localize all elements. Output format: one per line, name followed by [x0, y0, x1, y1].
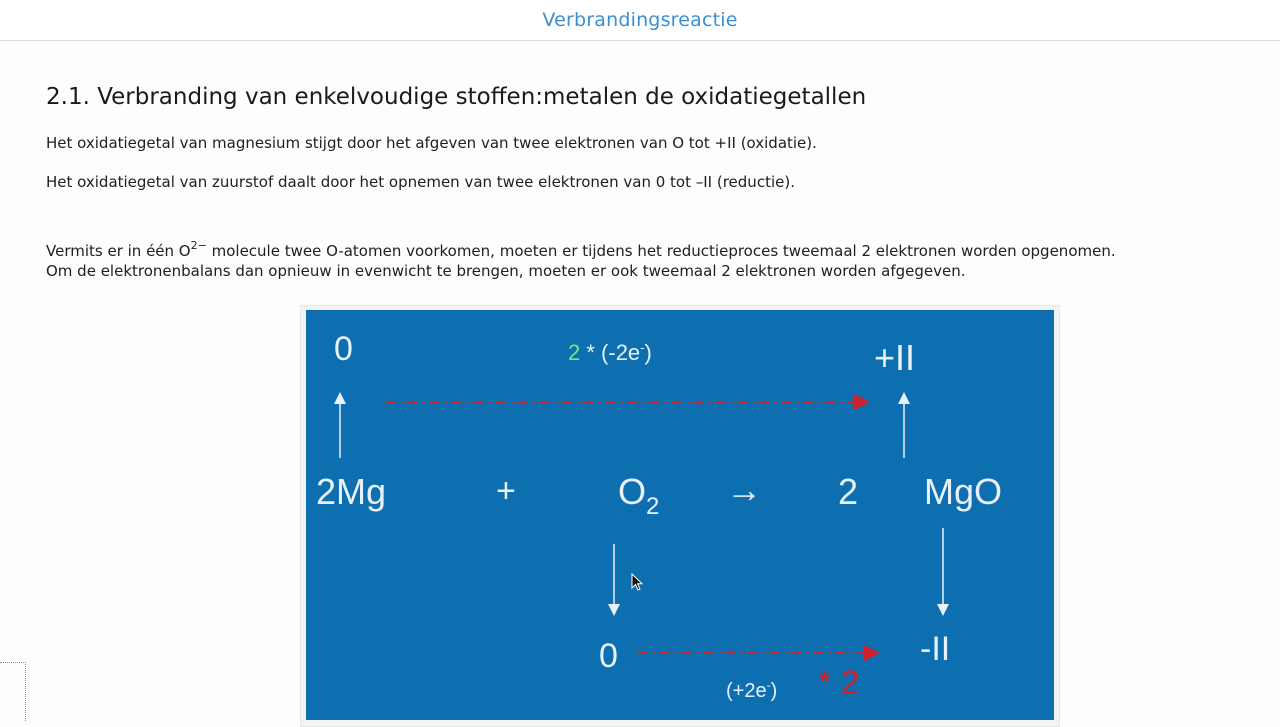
ox-number-mg-start: 0: [334, 330, 353, 368]
section-heading: 2.1. Verbranding van enkelvoudige stoffen:metalen de oxidatiegetallen: [46, 84, 867, 110]
ox-number-o-start: 0: [599, 637, 618, 675]
page-title: Verbrandingsreactie: [542, 9, 738, 31]
electron-bottom-text: (+2e: [726, 680, 767, 702]
mouse-cursor-icon: [631, 573, 645, 593]
eq-magnesium: 2Mg: [316, 471, 387, 512]
paragraph-reduction: Het oxidatiegetal van zuurstof daalt door het opnemen van twee elektronen van 0 tot –II (reductie).: [46, 173, 795, 191]
paragraph-balance: [46, 236, 1116, 281]
electron-transfer-top: [568, 340, 652, 365]
electron-top-text: * (-2e: [580, 340, 641, 365]
electron-top-close: ): [644, 340, 652, 365]
dotted-frame-corner: [0, 662, 26, 721]
paragraph-balance-line2: Om de elektronenbalans dan opnieuw in evenwicht te brengen, moeten er ook tweemaal 2 elektronen worden afgegeven.: [46, 262, 966, 280]
eq-magnesium-oxide: MgO: [924, 471, 1003, 512]
paragraph-balance-start: Vermits er in één O: [46, 242, 191, 260]
eq-oxygen-symbol: O: [618, 471, 647, 512]
ox-number-mg-end: +II: [874, 337, 916, 378]
paragraph-balance-end: molecule twee O-atomen voorkomen, moeten er tijdens het reductieproces tweemaal 2 elektronen worden opgenomen.: [206, 242, 1116, 260]
electron-top-sup: -: [640, 340, 645, 355]
redox-diagram-svg: [306, 310, 1054, 720]
electron-transfer-bottom: [726, 678, 777, 702]
eq-reaction-arrow: →: [726, 469, 762, 510]
charge-superscript: 2−: [190, 239, 207, 252]
electron-multiplier: * 2: [818, 664, 860, 702]
eq-oxygen-subscript: 2: [646, 493, 660, 520]
eq-plus: +: [496, 472, 516, 510]
ox-number-o-end: -II: [920, 630, 951, 668]
redox-diagram: [306, 310, 1054, 720]
electron-bottom-close: ): [770, 680, 778, 702]
eq-oxygen: [618, 471, 659, 520]
eq-coefficient: 2: [838, 471, 859, 512]
electron-factor: 2: [568, 340, 581, 365]
top-bar: [0, 0, 1280, 41]
electron-bottom-sup: -: [766, 678, 771, 692]
paragraph-oxidation: Het oxidatiegetal van magnesium stijgt door het afgeven van twee elektronen van O tot +II (oxidatie).: [46, 134, 817, 152]
